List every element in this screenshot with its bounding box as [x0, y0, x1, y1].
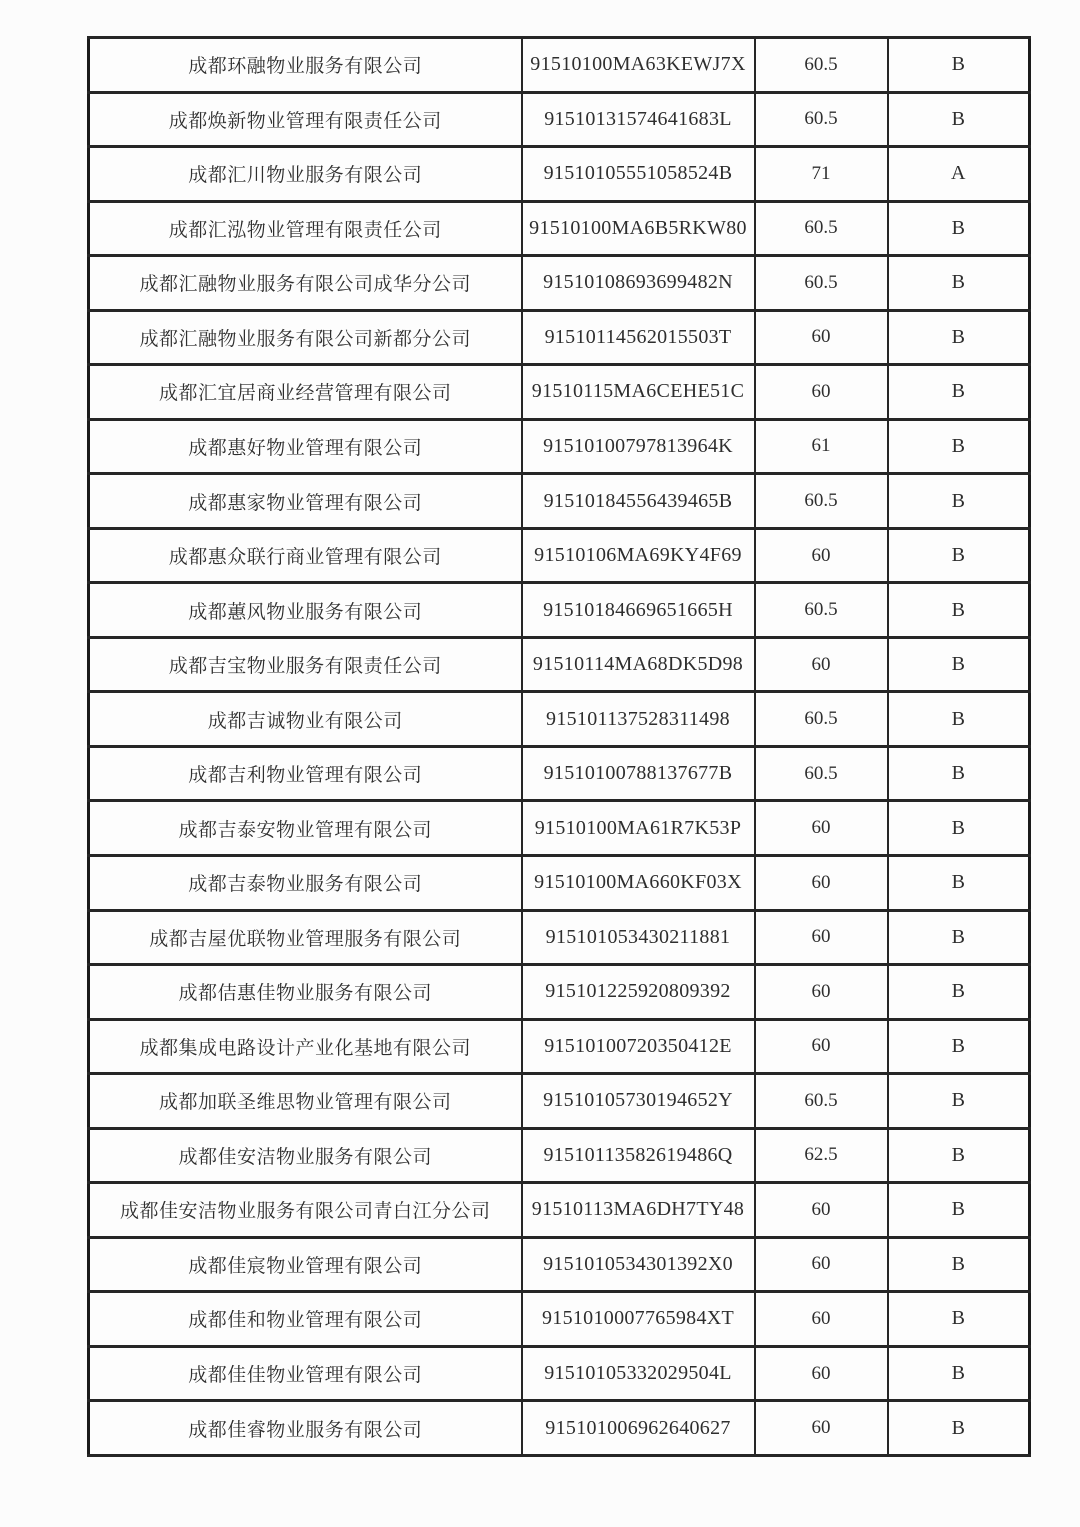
table-row [89, 474, 1030, 529]
score-cell: 60 [755, 1346, 888, 1401]
credit-code-cell: 91510100MA660KF03X [522, 855, 755, 910]
company-name-cell: 成都吉屋优联物业管理服务有限公司 [89, 910, 522, 965]
score-cell: 61 [755, 419, 888, 474]
grade-cell: B [888, 1183, 1030, 1238]
score-cell: 60 [755, 1292, 888, 1347]
score-cell: 60.5 [755, 692, 888, 747]
company-rating-table [87, 36, 1031, 1457]
company-name-cell: 成都加联圣维思物业管理有限公司 [89, 1074, 522, 1129]
company-name-cell: 成都吉泰物业服务有限公司 [89, 855, 522, 910]
credit-code-cell: 91510131574641683L [522, 92, 755, 147]
score-cell: 60.5 [755, 474, 888, 529]
table-row [89, 637, 1030, 692]
grade-cell: B [888, 419, 1030, 474]
credit-code-cell: 91510106MA69KY4F69 [522, 528, 755, 583]
grade-cell: B [888, 365, 1030, 420]
company-name-cell: 成都汇融物业服务有限公司新都分公司 [89, 310, 522, 365]
credit-code-cell: 915101225920809392 [522, 965, 755, 1020]
score-cell: 60 [755, 637, 888, 692]
grade-cell: B [888, 1292, 1030, 1347]
company-name-cell: 成都佳和物业管理有限公司 [89, 1292, 522, 1347]
score-cell: 60.5 [755, 38, 888, 93]
table-row [89, 1401, 1030, 1456]
company-name-cell: 成都焕新物业管理有限责任公司 [89, 92, 522, 147]
credit-code-cell: 91510113MA6DH7TY48 [522, 1183, 755, 1238]
company-name-cell: 成都环融物业服务有限公司 [89, 38, 522, 93]
grade-cell: B [888, 38, 1030, 93]
credit-code-cell: 91510100MA63KEWJ7X [522, 38, 755, 93]
grade-cell: B [888, 528, 1030, 583]
company-name-cell: 成都惠好物业管理有限公司 [89, 419, 522, 474]
table-row [89, 38, 1030, 93]
score-cell: 60 [755, 528, 888, 583]
table-row [89, 1292, 1030, 1347]
credit-code-cell: 91510105730194652Y [522, 1074, 755, 1129]
credit-code-cell: 91510184669651665H [522, 583, 755, 638]
score-cell: 71 [755, 147, 888, 202]
score-cell: 60.5 [755, 1074, 888, 1129]
grade-cell: B [888, 1019, 1030, 1074]
company-name-cell: 成都汇宜居商业经营管理有限公司 [89, 365, 522, 420]
company-name-cell: 成都佳宸物业管理有限公司 [89, 1237, 522, 1292]
score-cell: 60 [755, 1237, 888, 1292]
grade-cell: B [888, 1401, 1030, 1456]
company-name-cell: 成都佳安洁物业服务有限公司青白江分公司 [89, 1183, 522, 1238]
company-name-cell: 成都佳佳物业管理有限公司 [89, 1346, 522, 1401]
score-cell: 62.5 [755, 1128, 888, 1183]
credit-code-cell: 91510115MA6CEHE51C [522, 365, 755, 420]
credit-code-cell: 91510114562015503T [522, 310, 755, 365]
score-cell: 60 [755, 1401, 888, 1456]
credit-code-cell: 915101006962640627 [522, 1401, 755, 1456]
credit-code-cell: 91510108693699482N [522, 256, 755, 311]
company-name-cell: 成都集成电路设计产业化基地有限公司 [89, 1019, 522, 1074]
credit-code-cell: 91510114MA68DK5D98 [522, 637, 755, 692]
table-row [89, 692, 1030, 747]
table-row [89, 1074, 1030, 1129]
company-name-cell: 成都佳睿物业服务有限公司 [89, 1401, 522, 1456]
grade-cell: B [888, 310, 1030, 365]
credit-code-cell: 915101053430211881 [522, 910, 755, 965]
grade-cell: B [888, 855, 1030, 910]
score-cell: 60 [755, 1019, 888, 1074]
table-row [89, 92, 1030, 147]
table-row [89, 910, 1030, 965]
credit-code-cell: 91510184556439465B [522, 474, 755, 529]
score-cell: 60.5 [755, 201, 888, 256]
score-cell: 60.5 [755, 256, 888, 311]
company-name-cell: 成都汇泓物业管理有限责任公司 [89, 201, 522, 256]
grade-cell: B [888, 965, 1030, 1020]
credit-code-cell: 9151010007765984XT [522, 1292, 755, 1347]
score-cell: 60.5 [755, 92, 888, 147]
company-name-cell: 成都吉宝物业服务有限责任公司 [89, 637, 522, 692]
credit-code-cell: 91510100MA6B5RKW80 [522, 201, 755, 256]
grade-cell: A [888, 147, 1030, 202]
grade-cell: B [888, 1074, 1030, 1129]
table-row [89, 419, 1030, 474]
score-cell: 60 [755, 365, 888, 420]
grade-cell: B [888, 201, 1030, 256]
score-cell: 60 [755, 965, 888, 1020]
score-cell: 60 [755, 310, 888, 365]
table-row [89, 147, 1030, 202]
table-row [89, 801, 1030, 856]
grade-cell: B [888, 1237, 1030, 1292]
credit-code-cell: 9151010534301392X0 [522, 1237, 755, 1292]
credit-code-cell: 91510100788137677B [522, 746, 755, 801]
table-row [89, 1346, 1030, 1401]
credit-code-cell: 91510100797813964K [522, 419, 755, 474]
credit-code-cell: 91510113582619486Q [522, 1128, 755, 1183]
score-cell: 60.5 [755, 746, 888, 801]
table-row [89, 965, 1030, 1020]
table-row [89, 1019, 1030, 1074]
grade-cell: B [888, 474, 1030, 529]
grade-cell: B [888, 92, 1030, 147]
company-name-cell: 成都吉诚物业有限公司 [89, 692, 522, 747]
company-name-cell: 成都佶惠佳物业服务有限公司 [89, 965, 522, 1020]
grade-cell: B [888, 583, 1030, 638]
grade-cell: B [888, 801, 1030, 856]
score-cell: 60 [755, 1183, 888, 1238]
grade-cell: B [888, 637, 1030, 692]
company-name-cell: 成都汇川物业服务有限公司 [89, 147, 522, 202]
score-cell: 60 [755, 855, 888, 910]
grade-cell: B [888, 910, 1030, 965]
company-name-cell: 成都惠众联行商业管理有限公司 [89, 528, 522, 583]
credit-code-cell: 91510100MA61R7K53P [522, 801, 755, 856]
company-name-cell: 成都汇融物业服务有限公司成华分公司 [89, 256, 522, 311]
company-name-cell: 成都惠家物业管理有限公司 [89, 474, 522, 529]
company-name-cell: 成都吉利物业管理有限公司 [89, 746, 522, 801]
table-row [89, 1183, 1030, 1238]
credit-code-cell: 915101137528311498 [522, 692, 755, 747]
table-row [89, 583, 1030, 638]
table-row [89, 746, 1030, 801]
credit-code-cell: 91510100720350412E [522, 1019, 755, 1074]
table-row [89, 528, 1030, 583]
credit-code-cell: 91510105332029504L [522, 1346, 755, 1401]
table-row [89, 855, 1030, 910]
table-row [89, 310, 1030, 365]
score-cell: 60.5 [755, 583, 888, 638]
table-row [89, 256, 1030, 311]
table-row [89, 1237, 1030, 1292]
score-cell: 60 [755, 910, 888, 965]
table-row [89, 201, 1030, 256]
credit-code-cell: 91510105551058524B [522, 147, 755, 202]
company-name-cell: 成都吉泰安物业管理有限公司 [89, 801, 522, 856]
grade-cell: B [888, 1128, 1030, 1183]
company-name-cell: 成都蕙风物业服务有限公司 [89, 583, 522, 638]
company-name-cell: 成都佳安洁物业服务有限公司 [89, 1128, 522, 1183]
grade-cell: B [888, 1346, 1030, 1401]
table-body [89, 38, 1030, 1456]
grade-cell: B [888, 746, 1030, 801]
grade-cell: B [888, 256, 1030, 311]
table-row [89, 1128, 1030, 1183]
table-row [89, 365, 1030, 420]
score-cell: 60 [755, 801, 888, 856]
grade-cell: B [888, 692, 1030, 747]
